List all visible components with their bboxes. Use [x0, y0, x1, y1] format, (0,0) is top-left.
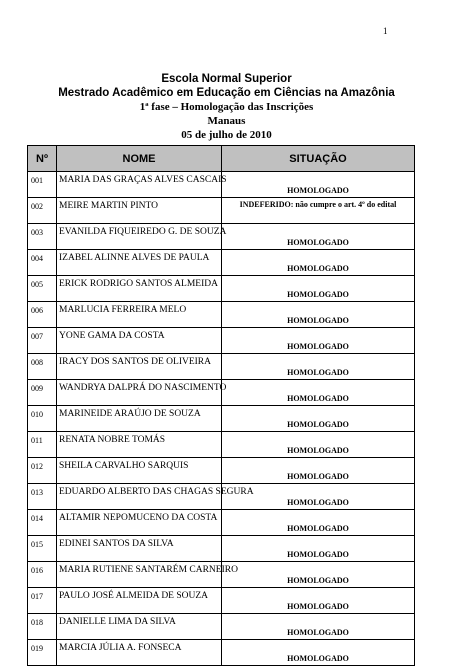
status-cell: HOMOLOGADO: [222, 172, 415, 198]
institution-name: Escola Normal Superior: [161, 73, 292, 85]
table-row: [28, 380, 415, 406]
row-number: 017: [28, 588, 57, 614]
table-row: [28, 302, 415, 328]
table-row: [28, 536, 415, 562]
status-cell: HOMOLOGADO: [222, 302, 415, 328]
status-cell: HOMOLOGADO: [222, 224, 415, 250]
program-name: Mestrado Acadêmico em Educação em Ciências na Amazônia: [58, 87, 395, 99]
document-header: [0, 72, 453, 142]
candidate-name: WANDRYA DALPRÁ DO NASCIMENTO: [57, 380, 222, 406]
table-row: [28, 484, 415, 510]
candidate-name: MARIA RUTIENE SANTARÉM CARNEIRO: [57, 562, 222, 588]
row-number: 015: [28, 536, 57, 562]
column-header-status: SITUAÇÃO: [222, 146, 415, 172]
candidate-name: RENATA NOBRE TOMÁS: [57, 432, 222, 458]
table-row: [28, 354, 415, 380]
row-number: 009: [28, 380, 57, 406]
candidate-name: PAULO JOSÉ ALMEIDA DE SOUZA: [57, 588, 222, 614]
table-row: [28, 562, 415, 588]
table-row: [28, 588, 415, 614]
candidate-name: DANIELLE LIMA DA SILVA: [57, 614, 222, 640]
table-row: [28, 198, 415, 224]
status-cell: HOMOLOGADO: [222, 406, 415, 432]
candidate-name: YONE GAMA DA COSTA: [57, 328, 222, 354]
status-cell: HOMOLOGADO: [222, 432, 415, 458]
document-date: 05 de julho de 2010: [181, 129, 272, 141]
row-number: 003: [28, 224, 57, 250]
status-cell: HOMOLOGADO: [222, 354, 415, 380]
row-number: 006: [28, 302, 57, 328]
row-number: 001: [28, 172, 57, 198]
candidate-name: MARCIA JÚLIA A. FONSECA: [57, 640, 222, 666]
table-row: [28, 224, 415, 250]
status-cell: INDEFERIDO: não cumpre o art. 4º do edital: [222, 198, 415, 224]
candidate-name: ERICK RODRIGO SANTOS ALMEIDA: [57, 276, 222, 302]
candidate-name: MARLUCIA FERREIRA MELO: [57, 302, 222, 328]
candidate-name: EDUARDO ALBERTO DAS CHAGAS SEGURA: [57, 484, 222, 510]
row-number: 007: [28, 328, 57, 354]
candidate-name: IRACY DOS SANTOS DE OLIVEIRA: [57, 354, 222, 380]
candidate-name: EVANILDA FIQUEIREDO G. DE SOUZA: [57, 224, 222, 250]
candidate-name: EDINEI SANTOS DA SILVA: [57, 536, 222, 562]
candidate-name: IZABEL ALINNE ALVES DE PAULA: [57, 250, 222, 276]
row-number: 013: [28, 484, 57, 510]
table-row: [28, 510, 415, 536]
status-cell: HOMOLOGADO: [222, 458, 415, 484]
table-row: [28, 328, 415, 354]
status-cell: HOMOLOGADO: [222, 510, 415, 536]
row-number: 008: [28, 354, 57, 380]
row-number: 010: [28, 406, 57, 432]
row-number: 016: [28, 562, 57, 588]
row-number: 014: [28, 510, 57, 536]
candidate-name: MARIA DAS GRAÇAS ALVES CASCAIS: [57, 172, 222, 198]
row-number: 012: [28, 458, 57, 484]
column-header-number: Nº: [28, 146, 57, 172]
status-cell: HOMOLOGADO: [222, 484, 415, 510]
candidate-name: MARINEIDE ARAÚJO DE SOUZA: [57, 406, 222, 432]
column-header-name: NOME: [57, 146, 222, 172]
row-number: 005: [28, 276, 57, 302]
status-cell: HOMOLOGADO: [222, 328, 415, 354]
candidate-name: SHEILA CARVALHO SARQUIS: [57, 458, 222, 484]
row-number: 002: [28, 198, 57, 224]
table-row: [28, 640, 415, 666]
status-cell: HOMOLOGADO: [222, 640, 415, 666]
row-number: 004: [28, 250, 57, 276]
status-cell: HOMOLOGADO: [222, 380, 415, 406]
table-header-row: [28, 146, 415, 172]
city: Manaus: [207, 115, 246, 127]
table-row: [28, 614, 415, 640]
table-row: [28, 458, 415, 484]
table-row: [28, 172, 415, 198]
status-cell: HOMOLOGADO: [222, 588, 415, 614]
status-cell: HOMOLOGADO: [222, 614, 415, 640]
table-row: [28, 432, 415, 458]
registrations-table: [27, 145, 415, 666]
page-number: 1: [383, 26, 388, 36]
row-number: 011: [28, 432, 57, 458]
phase-title: 1ª fase – Homologação das Inscrições: [139, 101, 314, 113]
candidate-name: ALTAMIR NEPOMUCENO DA COSTA: [57, 510, 222, 536]
table-row: [28, 406, 415, 432]
table-row: [28, 250, 415, 276]
row-number: 018: [28, 614, 57, 640]
status-cell: HOMOLOGADO: [222, 276, 415, 302]
status-cell: HOMOLOGADO: [222, 250, 415, 276]
status-cell: HOMOLOGADO: [222, 536, 415, 562]
row-number: 019: [28, 640, 57, 666]
status-cell: HOMOLOGADO: [222, 562, 415, 588]
table-row: [28, 276, 415, 302]
candidate-name: MEIRE MARTIN PINTO: [57, 198, 222, 224]
